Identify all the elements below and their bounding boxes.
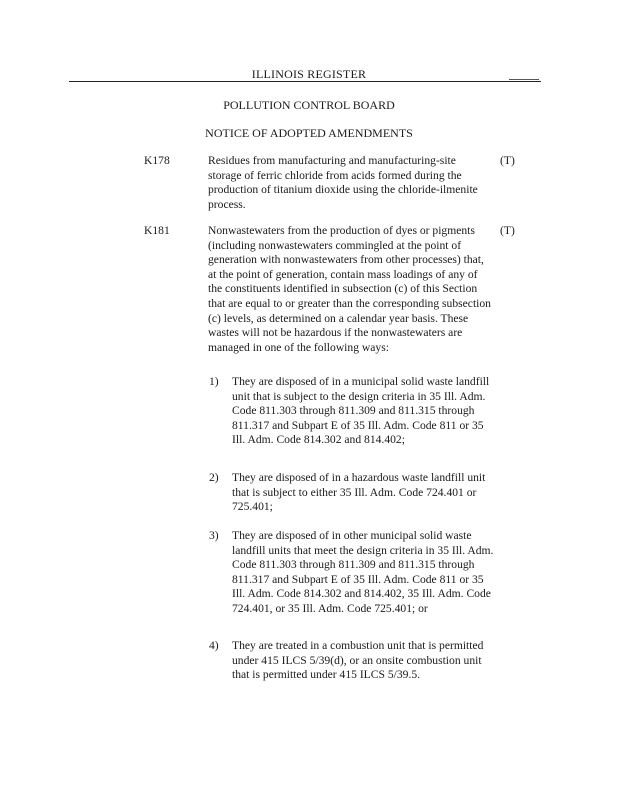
waste-description: Nonwastewaters from the production of dyes or pigments (including nonwastewaters commingled at the point of generation with nonwastewaters from other processes) that, at the point of generation, contain mass loadings of any of the constituents identified in subsection (c) of this Section that are equal to or greater than the corresponding subsection (c) levels, as determined on a calendar year basis. These wastes will not be hazardous if the nonwastewaters are managed in one of the following ways:: [208, 224, 491, 354]
option-number: 1): [209, 375, 219, 388]
option-text: They are disposed of in a hazardous waste landfill unit that is subject to either 35 Ill. Adm. Code 724.401 or 725.401;: [232, 471, 486, 514]
option-number: 2): [209, 471, 219, 484]
header-rule-mark: [509, 79, 539, 80]
hazard-flag: (T): [500, 224, 515, 237]
option-text: They are disposed of in other municipal solid waste landfill units that meet the design criteria in 35 Ill. Adm. Code 811.303 through 811.309 and 811.315 through 811.317 and Subpart E of 35 Ill. Adm. Code 811 or 35 Ill. Adm. Code 814.302 and 814.402, 35 Ill. Adm. Code 724.401, or 35 Ill. Adm. Code 725.401; or: [232, 529, 494, 615]
register-title: ILLINOIS REGISTER: [251, 67, 367, 81]
waste-code: K178: [144, 154, 170, 167]
waste-code: K181: [144, 224, 170, 237]
notice-title: NOTICE OF ADOPTED AMENDMENTS: [205, 126, 413, 140]
waste-description: Residues from manufacturing and manufacturing-site storage of ferric chloride from acids formed during the production of titanium dioxide using the chloride-ilmenite process.: [208, 154, 478, 211]
option-text: They are disposed of in a municipal solid waste landfill unit that is subject to the design criteria in 35 Ill. Adm. Code 811.303 through 811.309 and 811.315 through 811.317 and Subpart E of 35 Ill. Adm. Code 811 or 35 Ill. Adm. Code 814.302 and 814.402;: [232, 375, 490, 447]
option-text: They are treated in a combustion unit that is permitted under 415 ILCS 5/39(d), or an onsite combustion unit that is permitted under 415 ILCS 5/39.5.: [232, 639, 484, 682]
option-number: 3): [209, 529, 219, 542]
board-name: POLLUTION CONTROL BOARD: [223, 98, 395, 112]
header-rule: [69, 81, 541, 82]
hazard-flag: (T): [500, 154, 515, 167]
option-number: 4): [209, 639, 219, 652]
